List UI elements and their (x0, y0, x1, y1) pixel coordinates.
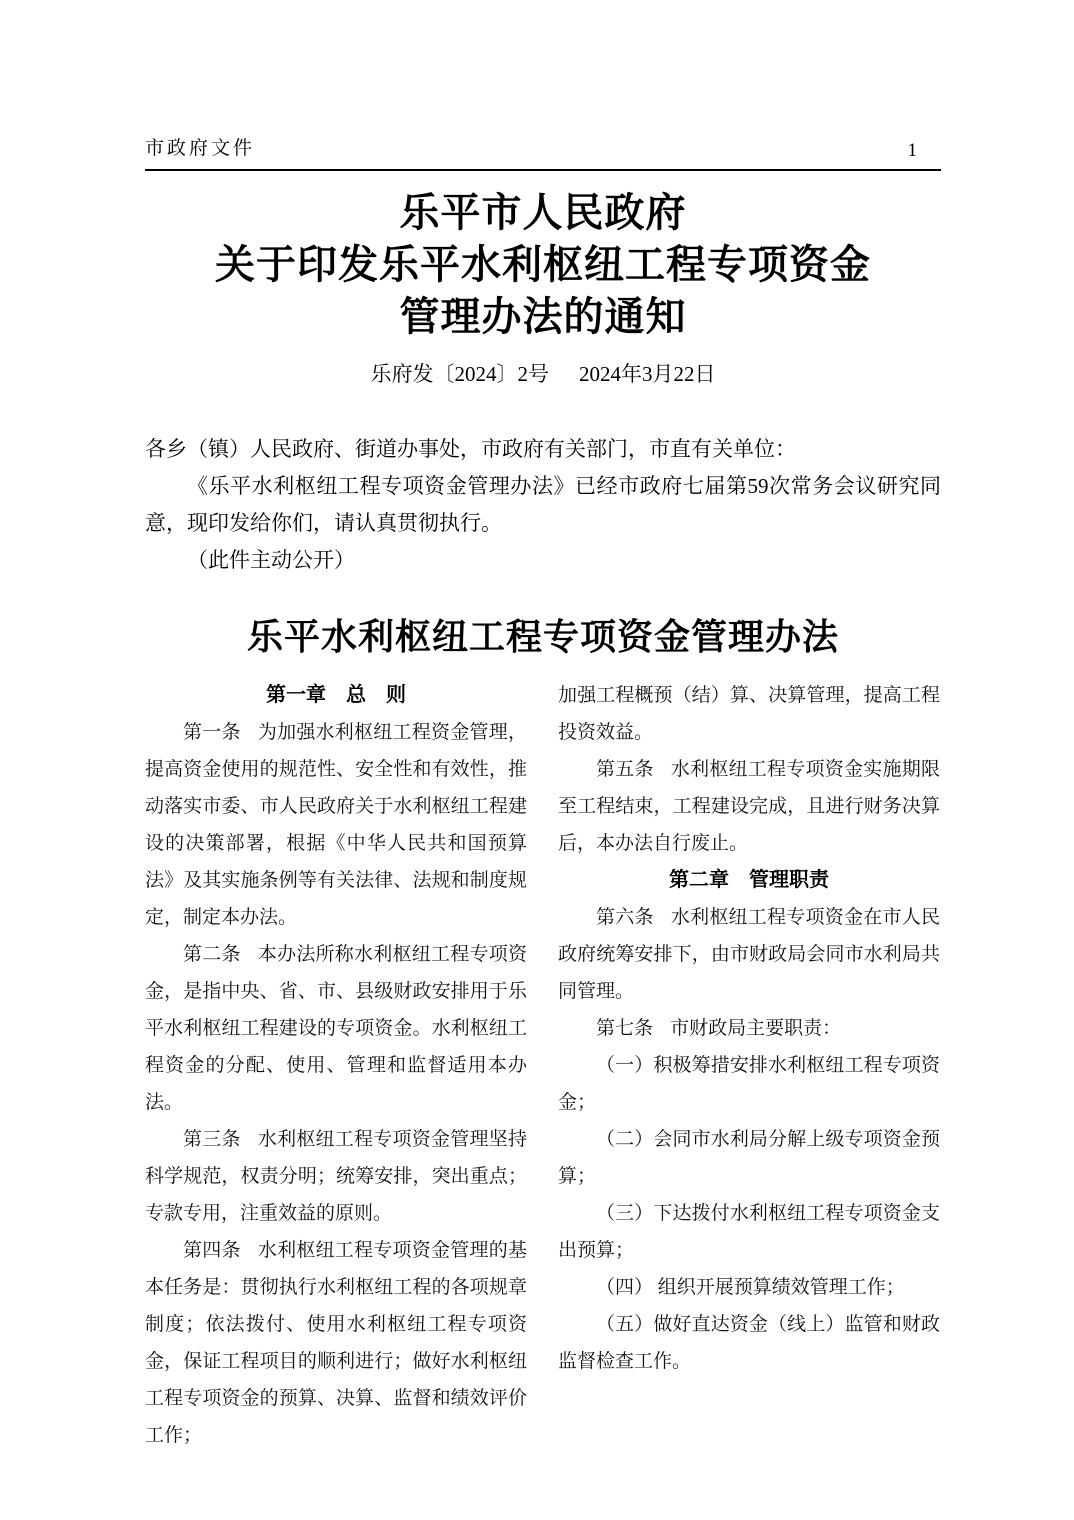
salutation: 各乡（镇）人民政府、街道办事处，市政府有关部门，市直有关单位： (145, 437, 796, 461)
list-item-paragraph: （五）做好直达资金（线上）监管和财政监督检查工作。 (558, 1314, 940, 1372)
list-item-paragraph: （一）积极筹措安排水利枢纽工程专项资金； (558, 1055, 940, 1113)
intro-section (145, 431, 941, 579)
article-number: 第四条 (183, 1240, 241, 1261)
document-title (145, 187, 941, 343)
chapter-heading: 第二章 管理职责 (669, 869, 829, 891)
article-number: 第三条 (183, 1129, 241, 1150)
article-number: 第六条 (596, 907, 654, 928)
document-title-line: 乐平市人民政府 (399, 190, 687, 235)
article-paragraph: 第四条 水利枢纽工程专项资金管理的基本任务是：贯彻执行水利枢纽工程的各项规章制度；依法拨付、使用水利枢纽工程专项资金，保证工程项目的顺利进行；做好水利枢纽工程专项资金的预算、决算、监督和绩效评价工作； (145, 1240, 527, 1446)
article-paragraph: 第五条 水利枢纽工程专项资金实施期限至工程结束，工程建设完成，且进行财务决算后，本办法自行废止。 (558, 759, 940, 854)
intro-paragraph: 《乐平水利枢纽工程专项资金管理办法》已经市政府七届第59次常务会议研究同意，现印发给你们，请认真贯彻执行。 (145, 474, 941, 535)
publicity-note: （此件主动公开） (187, 548, 355, 572)
doc-number: 乐府发〔2024〕2号 (370, 362, 549, 386)
article-number: 第五条 (596, 759, 654, 780)
article-paragraph: 第三条 水利枢纽工程专项资金管理坚持科学规范，权责分明；统筹安排，突出重点；专款专用，注重效益的原则。 (145, 1129, 527, 1224)
list-item-paragraph: （二）会同市水利局分解上级专项资金预算； (558, 1129, 940, 1187)
article-number: 第二条 (183, 944, 241, 965)
two-column-body (145, 677, 941, 1454)
right-column (558, 677, 940, 1454)
doc-meta-line (145, 359, 941, 389)
list-item-paragraph: （三）下达拨付水利枢纽工程专项资金支出预算； (558, 1203, 940, 1261)
article-paragraph: 第六条 水利枢纽工程专项资金在市人民政府统筹安排下，由市财政局会同市水利局共同管理。 (558, 907, 940, 1002)
article-paragraph: 第七条 市财政局主要职责： (596, 1018, 842, 1039)
doc-date: 2024年3月22日 (579, 362, 716, 386)
article-number: 第一条 (183, 722, 241, 743)
continuation-paragraph: 加强工程概预（结）算、决算管理，提高工程投资效益。 (558, 685, 940, 743)
list-item-paragraph: （四） 组织开展预算绩效管理工作； (596, 1277, 905, 1298)
regulation-title: 乐平水利枢纽工程专项资金管理办法 (246, 616, 839, 657)
page-number: 1 (907, 140, 917, 161)
header-rule (145, 169, 941, 171)
document-title-line: 关于印发乐平水利枢纽工程专项资金 (215, 242, 871, 287)
chapter-heading: 第一章 总 则 (266, 684, 406, 706)
document-title-line: 管理办法的通知 (399, 294, 687, 339)
page-header (145, 133, 941, 169)
left-column (145, 677, 527, 1454)
header-label: 市政府文件 (145, 138, 256, 159)
article-paragraph: 第二条 本办法所称水利枢纽工程专项资金，是指中央、省、市、县级财政安排用于乐平水利枢纽工程建设的专项资金。水利枢纽工程资金的分配、使用、管理和监督适用本办法。 (145, 944, 527, 1113)
article-paragraph: 第一条 为加强水利枢纽工程资金管理，提高资金使用的规范性、安全性和有效性，推动落实市委、市人民政府关于水利枢纽工程建设的决策部署，根据《中华人民共和国预算法》及其实施条例等有关法律、法规和制度规定，制定本办法。 (145, 722, 527, 928)
article-number: 第七条 (596, 1018, 654, 1039)
